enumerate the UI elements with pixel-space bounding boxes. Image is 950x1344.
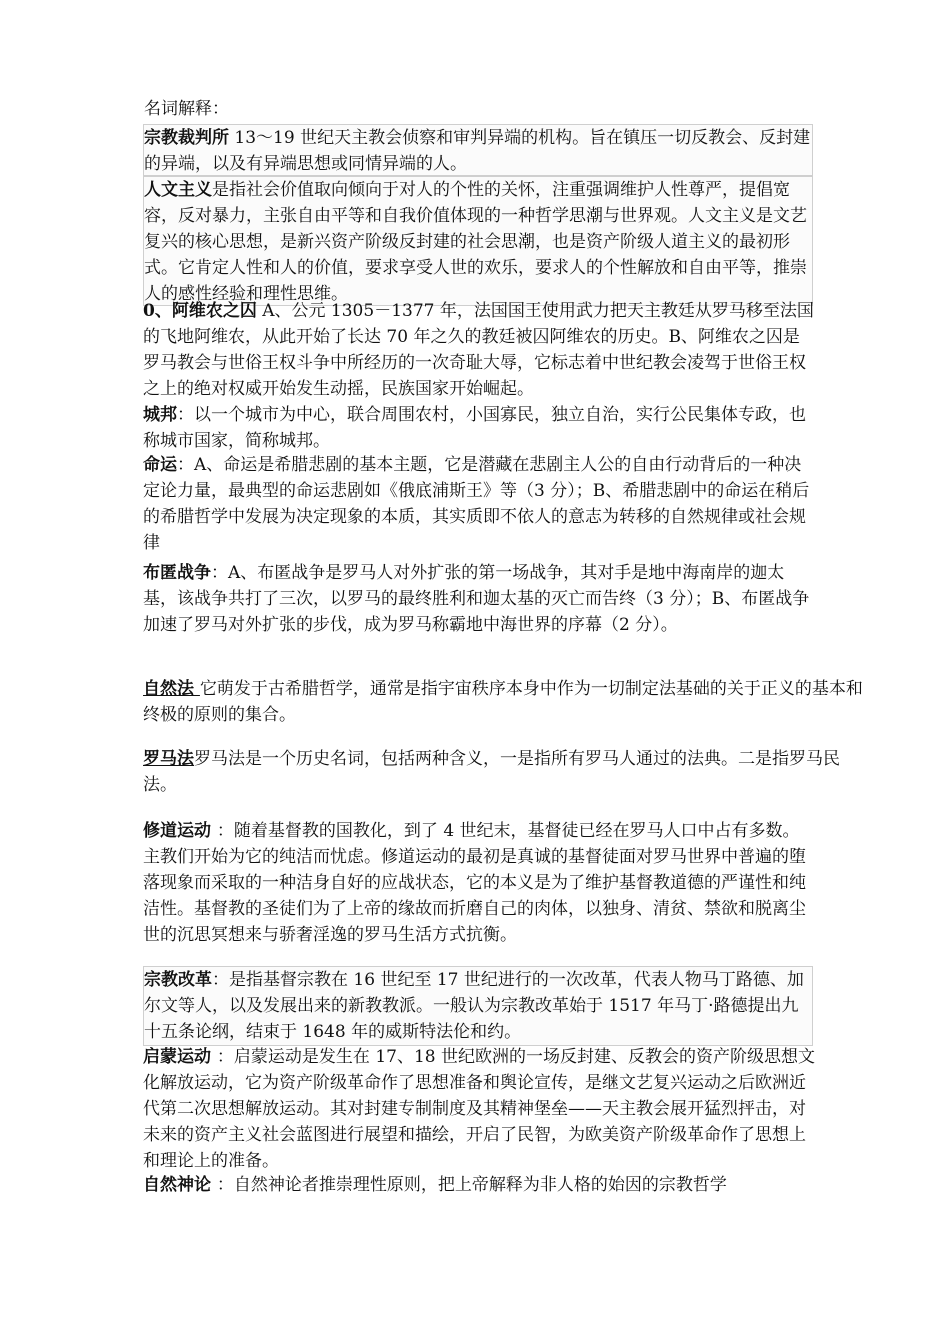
page-heading: 名词解释： <box>144 99 229 119</box>
entry-inquisition <box>143 124 813 176</box>
entry-deism <box>143 1172 815 1198</box>
entry-term: 宗教裁判所 <box>144 128 229 148</box>
entry-city-state <box>143 402 815 454</box>
entry-text: 是指社会价值取向倾向于对人的个性的关怀，注重强调维护人性尊严，提倡宽容，反对暴力，主张自由平等和自我价值体现的一种哲学思潮与世界观。人文主义是文艺复兴的核心思想，是新兴资产阶级反封建的社会思潮，也是资产阶级人道主义的最初形式。它肯定人性和人的价值，要求享受人世的欢乐，要求人的个性解放和自由平等，推崇人的感性经验和理性思维。 <box>144 180 807 304</box>
entry-text: ：是指基督宗教在 16 世纪至 17 世纪进行的一次改革，代表人物马丁路德、加尔文等人，以及发展出来的新教教派。一般认为宗教改革始于 1517 年马丁·路德提出九十五条论纲，结束于 1648 年的威斯特法伦和约。 <box>144 970 804 1042</box>
entry-humanism <box>143 176 813 306</box>
entry-term: 人文主义 <box>144 180 212 200</box>
entry-text: A、公元 1305－1377 年，法国国王使用武力把天主教廷从罗马移至法国的飞地阿维农，从此开始了长达 70 年之久的教廷被囚阿维农的历史。B、阿维农之囚是罗马教会与世俗王权斗争中所经历的一次奇耻大辱，它标志着中世纪教会凌驾于世俗王权之上的绝对权威开始发生动摇，民族国家开始崛起。 <box>143 301 814 399</box>
entry-term: 修道运动 <box>143 821 217 841</box>
entry-punic-wars <box>143 560 815 638</box>
entry-text: ：启蒙运动是发生在 17、18 世纪欧洲的一场反封建、反教会的资产阶级思想文化解放运动，它为资产阶级革命作了思想准备和舆论宣传，是继文艺复兴运动之后欧洲近代第二次思想解放运动。其对封建专制制度及其精神堡垒——天主教会展开猛烈抨击，对未来的资产主义社会蓝图进行展望和描绘，开启了民智，为欧美资产阶级革命作了思想上和理论上的准备。 <box>143 1047 815 1171</box>
entry-avignon-papacy <box>143 298 815 402</box>
entry-text: 罗马法是一个历史名词，包括两种含义，一是指所有罗马人通过的法典。二是指罗马民法。 <box>143 749 840 795</box>
entry-monastic-movement <box>143 818 815 948</box>
entry-term: 命运 <box>143 455 177 475</box>
entry-text: ：A、命运是希腊悲剧的基本主题，它是潜藏在悲剧主人公的自由行动背后的一种决定论力量，最典型的命运悲剧如《俄底浦斯王》等（3 分）；B、希腊悲剧中的命运在稍后的希腊哲学中发展为决定现象的本质，其实质即不依人的意志为转移的自然规律或社会规律 <box>143 455 810 553</box>
entry-roman-law <box>143 746 865 798</box>
entry-term: 布匿战争 <box>143 563 211 583</box>
entry-text: 13～19 世纪天主教会侦察和审判异端的机构。旨在镇压一切反教会、反封建的异端，以及有异端思想或同情异端的人。 <box>144 128 811 174</box>
entry-term: 罗马法 <box>143 749 194 769</box>
entry-enlightenment <box>143 1044 815 1174</box>
entry-text: ：A、布匿战争是罗马人对外扩张的第一场战争，其对手是地中海南岸的迦太基，该战争共打了三次，以罗马的最终胜利和迦太基的灭亡而告终（3 分）；B、布匿战争加速了罗马对外扩张的步伐，成为罗马称霸地中海世界的序幕（2 分）。 <box>143 563 810 635</box>
entry-reformation <box>143 966 813 1046</box>
entry-text: 它萌发于古希腊哲学，通常是指宇宙秩序本身中作为一切制定法基础的关于正义的基本和终极的原则的集合。 <box>143 679 863 725</box>
entry-text: ：以一个城市为中心，联合周围农村，小国寡民，独立自治，实行公民集体专政，也称城市国家，简称城邦。 <box>143 405 806 451</box>
entry-term: 0、阿维农之囚 <box>143 301 257 321</box>
entry-term: 宗教改革 <box>144 970 212 990</box>
entry-natural-law <box>143 676 865 728</box>
entry-text: ：自然神论者推崇理性原则，把上帝解释为非人格的始因的宗教哲学 <box>216 1175 727 1195</box>
entry-term: 城邦 <box>143 405 177 425</box>
entry-term: 自然神论 <box>143 1175 217 1195</box>
entry-term: 自然法 <box>143 679 200 699</box>
entry-fate <box>143 452 815 556</box>
entry-text: ：随着基督教的国教化，到了 4 世纪末，基督徒已经在罗马人口中占有多数。主教们开始为它的纯洁而忧虑。修道运动的最初是真诚的基督徒面对罗马世界中普遍的堕落现象而采取的一种洁身自好的应战状态，它的本义是为了维护基督教道德的严谨性和纯洁性。基督教的圣徒们为了上帝的缘故而折磨自己的肉体，以独身、清贫、禁欲和脱离尘世的沉思冥想来与骄奢淫逸的罗马生活方式抗衡。 <box>143 821 806 945</box>
entry-term: 启蒙运动 <box>143 1047 217 1067</box>
